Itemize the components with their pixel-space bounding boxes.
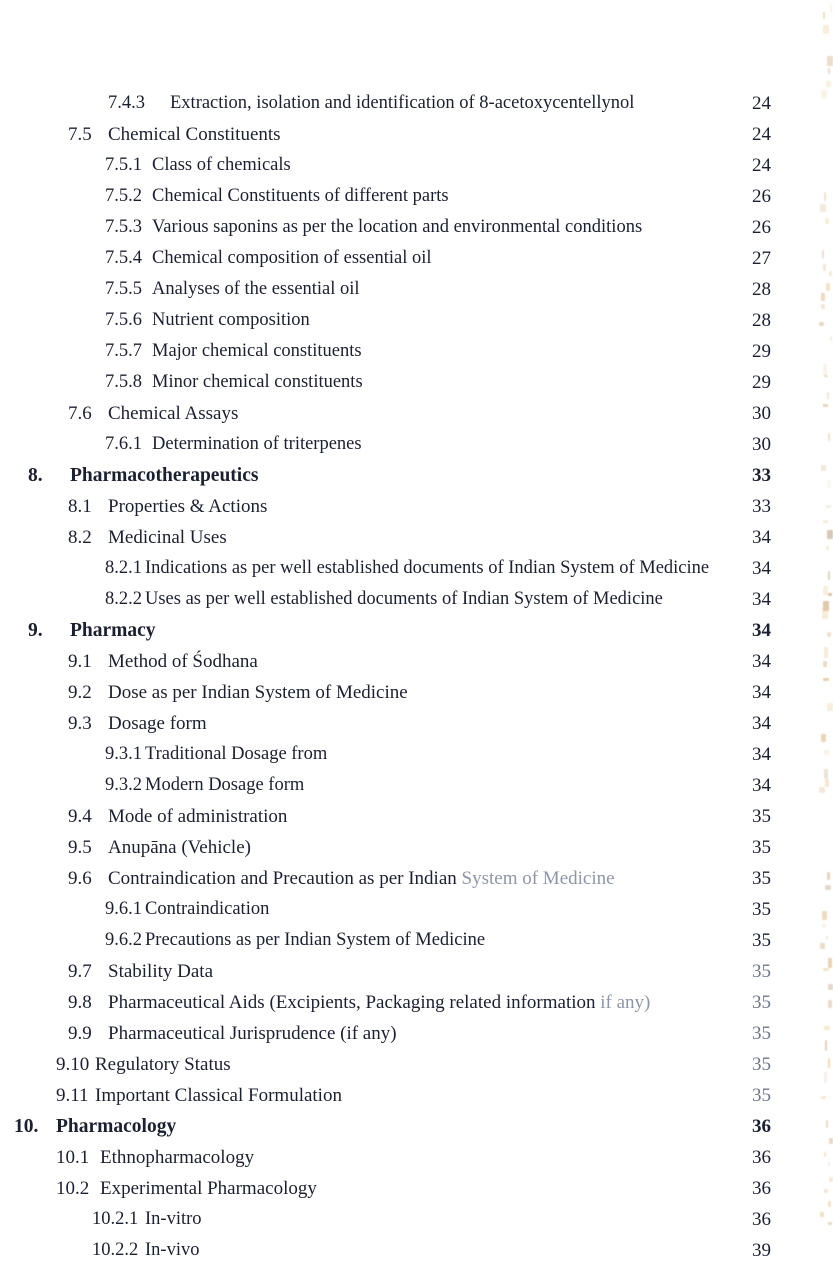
- toc-entry-number: 8.2.1: [105, 558, 142, 578]
- toc-entry-title-tail-faded: if any): [600, 992, 651, 1013]
- toc-entry-number: 8.2.2: [105, 589, 142, 609]
- toc-entry-number: 7.6.1: [105, 434, 142, 454]
- toc-entry[interactable]: [0, 150, 833, 181]
- toc-entry-page-number: 36: [752, 1178, 771, 1199]
- toc-entry-title: Important Classical Formulation: [95, 1085, 342, 1106]
- toc-entry-number: 10.2.2: [92, 1240, 139, 1260]
- toc-entry[interactable]: [0, 460, 833, 491]
- toc-entry-title: Chemical Constituents of different parts: [152, 186, 449, 206]
- toc-entry[interactable]: [0, 305, 833, 336]
- toc-entry-title: Minor chemical constituents: [152, 372, 363, 392]
- toc-entry-title: Various saponins as per the location and environmental conditions: [152, 217, 643, 237]
- toc-entry-number: 10.2.1: [92, 1209, 139, 1229]
- toc-entry-number: 7.5.5: [105, 279, 142, 299]
- toc-entry-number: 9.10: [56, 1054, 90, 1075]
- toc-entry-page-number: 29: [752, 341, 771, 362]
- toc-entry[interactable]: [0, 677, 833, 708]
- toc-entry[interactable]: [0, 801, 833, 832]
- toc-entry-title: Modern Dosage form: [145, 775, 305, 795]
- toc-entry[interactable]: [0, 367, 833, 398]
- toc-entry-title: Chemical composition of essential oil: [152, 248, 432, 268]
- toc-entry[interactable]: [0, 1173, 833, 1204]
- toc-entry[interactable]: [0, 429, 833, 460]
- toc-entry-number: 7.5.7: [105, 341, 142, 361]
- toc-entry-title: [108, 987, 650, 1018]
- toc-entry[interactable]: [0, 739, 833, 770]
- toc-entry-title: Dosage form: [108, 713, 207, 734]
- toc-entry-page-number: 35: [752, 806, 771, 827]
- toc-entry-page-number: 35: [752, 868, 771, 889]
- toc-entry-number: 7.5.3: [105, 217, 142, 237]
- toc-entry-page-number: 36: [752, 1116, 771, 1137]
- toc-entry-page-number: 35: [752, 1054, 771, 1075]
- toc-entry-page-number: 36: [752, 1147, 771, 1168]
- toc-entry-number: 7.5: [68, 124, 92, 145]
- toc-entry-page-number: 34: [752, 620, 771, 641]
- toc-entry-page-number: 28: [752, 279, 771, 300]
- toc-entry[interactable]: [0, 1235, 833, 1266]
- toc-entry-page-number: 28: [752, 310, 771, 331]
- toc-entry-title: Pharmacy: [70, 620, 156, 641]
- toc-entry-title: Extraction, isolation and identification of 8-acetoxycentellynol: [170, 93, 635, 113]
- toc-entry-number: 9.2: [68, 682, 92, 703]
- toc-entry[interactable]: [0, 88, 833, 119]
- toc-entry[interactable]: [0, 832, 833, 863]
- toc-entry[interactable]: [0, 1018, 833, 1049]
- toc-entry-title: Experimental Pharmacology: [100, 1178, 317, 1199]
- toc-entry-page-number: 35: [752, 1085, 771, 1106]
- toc-entry-page-number: 36: [752, 1209, 771, 1230]
- toc-entry-title: Dose as per Indian System of Medicine: [108, 682, 408, 703]
- toc-entry-number: 9.3.1: [105, 744, 142, 764]
- toc-entry-title: Pharmaceutical Jurisprudence (if any): [108, 1023, 397, 1044]
- toc-entry-title: Regulatory Status: [95, 1054, 231, 1075]
- toc-entry-page-number: 39: [752, 1240, 771, 1261]
- toc-entry-title: Indications as per well established documents of Indian System of Medicine: [145, 558, 710, 578]
- toc-entry[interactable]: [0, 1080, 833, 1111]
- toc-entry[interactable]: [0, 398, 833, 429]
- toc-entry-page-number: 35: [752, 1023, 771, 1044]
- toc-entry-title: Analyses of the essential oil: [152, 279, 360, 299]
- toc-entry[interactable]: [0, 956, 833, 987]
- toc-entry-page-number: 30: [752, 403, 771, 424]
- toc-entry-number: 9.7: [68, 961, 92, 982]
- toc-entry-number: 8.2: [68, 527, 92, 548]
- toc-entry[interactable]: [0, 615, 833, 646]
- toc-entry-page-number: 24: [752, 155, 771, 176]
- toc-entry-title: Class of chemicals: [152, 155, 291, 175]
- toc-entry[interactable]: [0, 987, 833, 1018]
- toc-entry[interactable]: [0, 336, 833, 367]
- toc-entry[interactable]: [0, 119, 833, 150]
- toc-entry-number: 9.6.2: [105, 930, 142, 950]
- toc-entry-number: 10.1: [56, 1147, 90, 1168]
- toc-entry[interactable]: [0, 863, 833, 894]
- toc-entry-number: 9.4: [68, 806, 92, 827]
- toc-entry-page-number: 24: [752, 93, 771, 114]
- toc-entry-title: Anupāna (Vehicle): [108, 837, 251, 858]
- toc-entry-title-tail-faded: System of Medicine: [461, 868, 615, 889]
- toc-entry[interactable]: [0, 274, 833, 305]
- toc-entry-title: Pharmacotherapeutics: [70, 465, 259, 486]
- toc-entry-page-number: 34: [752, 527, 771, 548]
- toc-entry[interactable]: [0, 708, 833, 739]
- toc-entry-title: Uses as per well established documents of Indian System of Medicine: [145, 589, 663, 609]
- toc-entry-number: 8.1: [68, 496, 92, 517]
- toc-entry-page-number: 35: [752, 961, 771, 982]
- toc-entry-title: Contraindication: [145, 899, 270, 919]
- toc-entry-page-number: 26: [752, 186, 771, 207]
- toc-entry[interactable]: [0, 770, 833, 801]
- toc-entry-number: 9.1: [68, 651, 92, 672]
- toc-entry-page-number: 33: [752, 465, 771, 486]
- toc-entry[interactable]: [0, 1204, 833, 1235]
- toc-entry[interactable]: [0, 646, 833, 677]
- toc-entry-page-number: 30: [752, 434, 771, 455]
- toc-entry-page-number: 34: [752, 713, 771, 734]
- toc-entry-page-number: 35: [752, 899, 771, 920]
- toc-entry-title: Nutrient composition: [152, 310, 310, 330]
- toc-entry[interactable]: [0, 1142, 833, 1173]
- toc-entry-page-number: 34: [752, 775, 771, 796]
- toc-entry-number: 7.5.2: [105, 186, 142, 206]
- toc-entry-page-number: 34: [752, 651, 771, 672]
- toc-entry-number: 9.6.1: [105, 899, 142, 919]
- toc-entry[interactable]: [0, 584, 833, 615]
- toc-entry[interactable]: [0, 522, 833, 553]
- toc-entry-title: [108, 863, 615, 894]
- toc-entry-page-number: 29: [752, 372, 771, 393]
- toc-entry-number: 9.5: [68, 837, 92, 858]
- toc-entry-title: Method of Śodhana: [108, 651, 258, 672]
- toc-entry-number: 7.4.3: [108, 93, 145, 113]
- toc-entry-number: 7.5.1: [105, 155, 142, 175]
- toc-entry-title: Ethnopharmacology: [100, 1147, 255, 1168]
- toc-entry-title: Traditional Dosage from: [145, 744, 328, 764]
- toc-entry-number: 9.3.2: [105, 775, 142, 795]
- toc-entry-number: 10.2: [56, 1178, 90, 1199]
- toc-entry-number: 8.: [28, 465, 43, 486]
- toc-entry[interactable]: [0, 925, 833, 956]
- toc-entry-page-number: 34: [752, 744, 771, 765]
- toc-entry-page-number: 33: [752, 496, 771, 517]
- toc-entry-title: Stability Data: [108, 961, 214, 982]
- toc-entry-title-head: Contraindication and Precaution as per Indian: [108, 868, 462, 889]
- toc-entry[interactable]: [0, 894, 833, 925]
- toc-entry-page-number: 34: [752, 558, 771, 579]
- toc-entry-title: Mode of administration: [108, 806, 288, 827]
- toc-entry-page-number: 27: [752, 248, 771, 269]
- toc-entry-page-number: 35: [752, 992, 771, 1013]
- toc-entry-number: 10.: [14, 1116, 39, 1137]
- toc-entry-title: Pharmacology: [56, 1116, 177, 1137]
- toc-entry-page-number: 34: [752, 682, 771, 703]
- toc-entry-title: In-vivo: [145, 1240, 200, 1260]
- toc-entry-title-head: Pharmaceutical Aids (Excipients, Packaging related information: [108, 992, 601, 1013]
- toc-entry-number: 9.3: [68, 713, 92, 734]
- toc-entry-title: Chemical Constituents: [108, 124, 281, 145]
- toc-entry-number: 9.8: [68, 992, 92, 1013]
- toc-entry-page-number: 34: [752, 589, 771, 610]
- toc-entry-number: 7.5.6: [105, 310, 142, 330]
- toc-entry-number: 7.6: [68, 403, 92, 424]
- toc-entry[interactable]: [0, 243, 833, 274]
- toc-entry-title: Major chemical constituents: [152, 341, 362, 361]
- toc-entry[interactable]: [0, 212, 833, 243]
- toc-entry-page-number: 26: [752, 217, 771, 238]
- toc-entry[interactable]: [0, 553, 833, 584]
- toc-entry-number: 7.5.8: [105, 372, 142, 392]
- toc-entry[interactable]: [0, 1111, 833, 1142]
- toc-entry-number: 9.6: [68, 868, 92, 889]
- toc-entry-title: Chemical Assays: [108, 403, 239, 424]
- toc-entry-number: 9.: [28, 620, 43, 641]
- toc-entry[interactable]: [0, 491, 833, 522]
- toc-entry-page-number: 35: [752, 930, 771, 951]
- table-of-contents-list: [0, 88, 833, 1266]
- toc-entry-number: 7.5.4: [105, 248, 142, 268]
- toc-entry-title: Determination of triterpenes: [152, 434, 362, 454]
- toc-entry-page-number: 35: [752, 837, 771, 858]
- toc-entry-number: 9.9: [68, 1023, 92, 1044]
- toc-entry-title: Medicinal Uses: [108, 527, 227, 548]
- toc-entry-title: In-vitro: [145, 1209, 202, 1229]
- toc-entry-title: Properties & Actions: [108, 496, 268, 517]
- toc-entry-page-number: 24: [752, 124, 771, 145]
- toc-entry[interactable]: [0, 1049, 833, 1080]
- toc-entry-number: 9.11: [56, 1085, 89, 1106]
- toc-entry[interactable]: [0, 181, 833, 212]
- toc-entry-title: Precautions as per Indian System of Medicine: [145, 930, 486, 950]
